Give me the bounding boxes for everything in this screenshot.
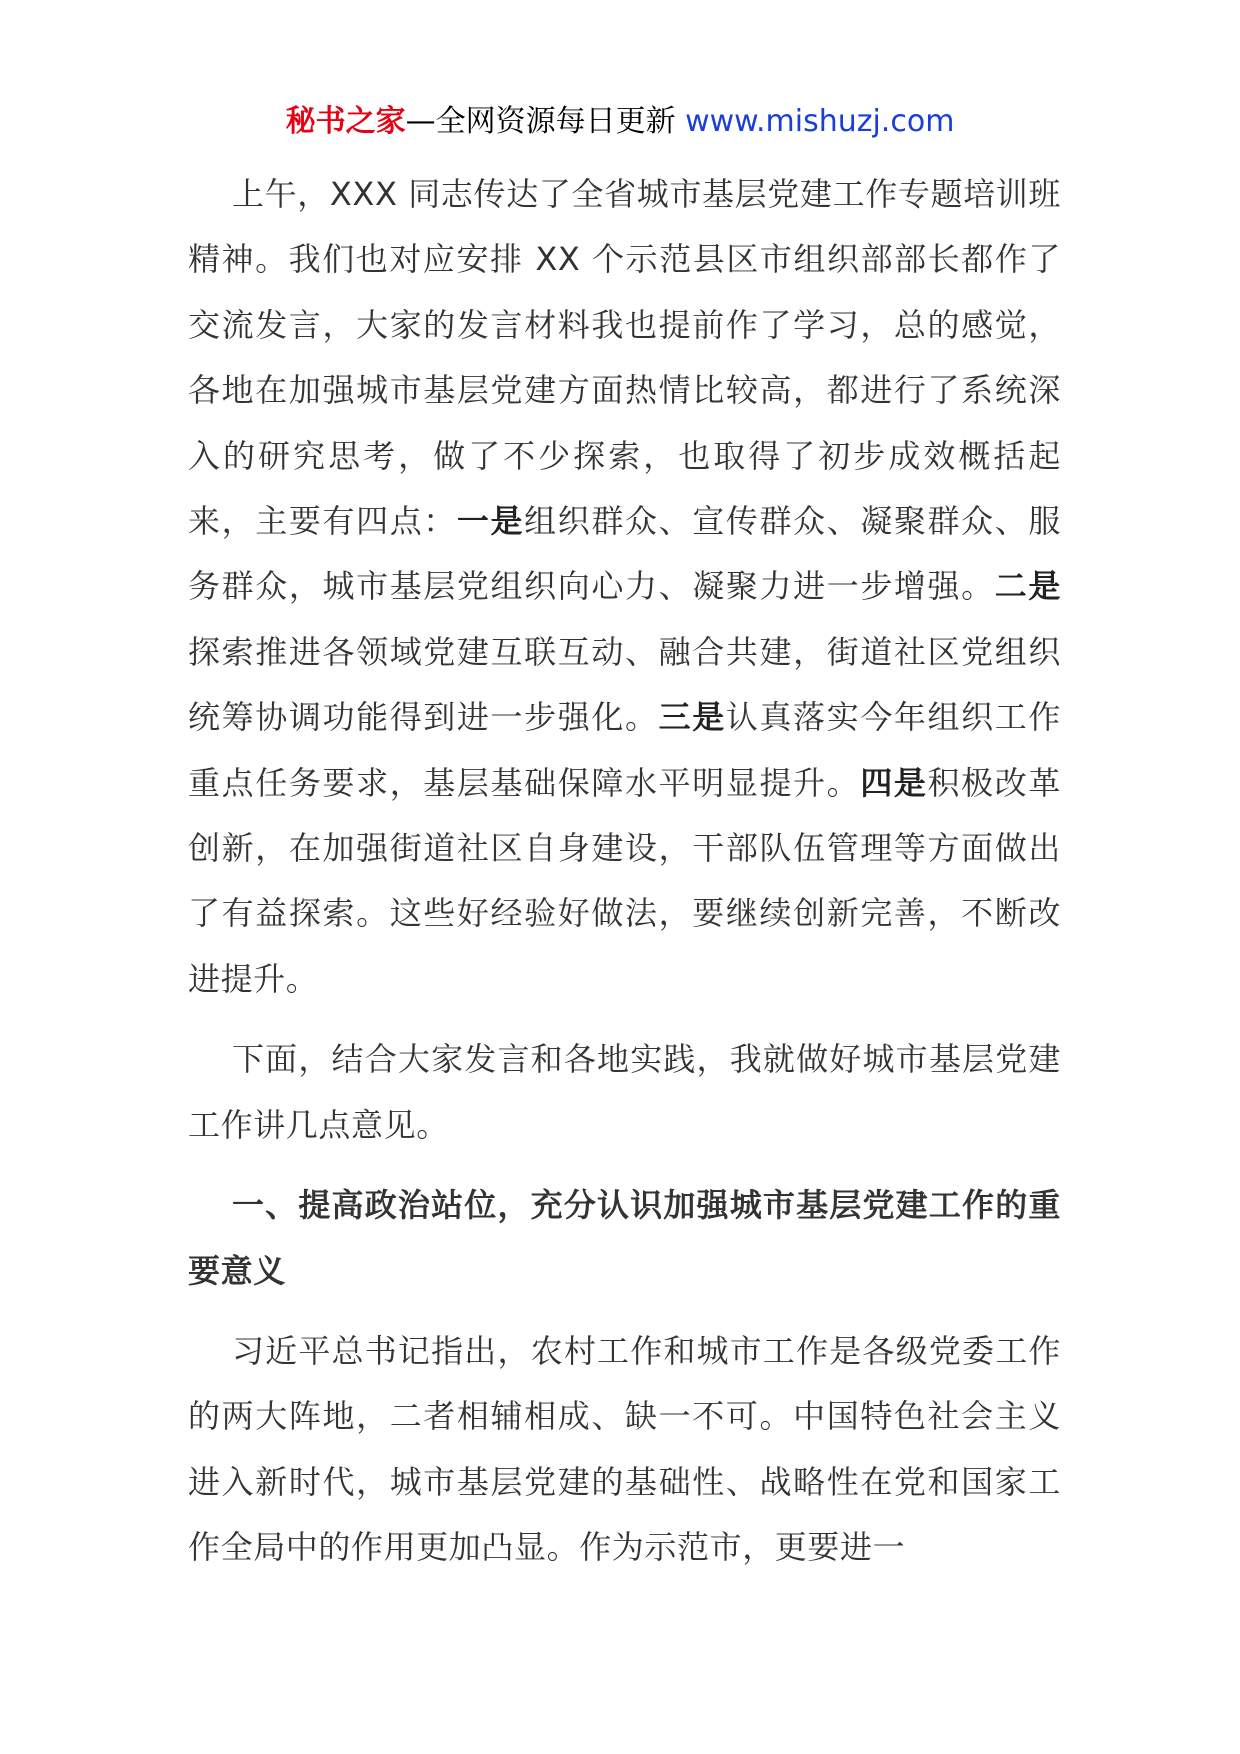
point-marker-4: 四是	[860, 763, 928, 802]
section-heading-1: 一、提高政治站位，充分认识加强城市基层党建工作的重要意义	[188, 1186, 1061, 1290]
paragraph-intro	[188, 162, 1061, 1012]
point-text-1: 组织群众、宣传群众、凝聚群众、服务群众，城市基层党组织向心力、凝聚力进一步增强。	[188, 502, 1061, 606]
point-marker-3: 三是	[658, 698, 726, 737]
point-marker-2: 二是	[994, 567, 1061, 606]
paragraph-transition: 下面，结合大家发言和各地实践，我就做好城市基层党建工作讲几点意见。	[188, 1040, 1061, 1144]
paragraph-section-1: 习近平总书记指出，农村工作和城市工作是各级党委工作的两大阵地，二者相辅相成、缺一不可。中国特色社会主义进入新时代，城市基层党建的基础性、战略性在党和国家工作全局中的作用更加凸显。作为示范市，更要进一	[188, 1331, 1061, 1567]
point-text-3: 认真落实今年组织工作重点任务要求，基层基础保障水平明显提升。	[188, 698, 1061, 802]
document-body	[188, 162, 1061, 1581]
intro-text: 上午，XXX 同志传达了全省城市基层党建工作专题培训班精神。我们也对应安排 XX 个示范县区市组织部部长都作了交流发言，大家的发言材料我也提前作了学习，总的感觉，各地在加强城市基层党建方面热情比较高，都进行了系统深入的研究思考，做了不少探索，也取得了初步成效概括起来，主要有四点：	[188, 175, 1061, 541]
website-link[interactable]: www.mishuzj.com	[675, 104, 955, 139]
watermark-header	[0, 102, 1240, 142]
point-text-2: 探索推进各领域党建互联互动、融合共建，街道社区党组织统筹协调功能得到进一步强化。	[188, 632, 1061, 737]
point-text-4: 积极改革创新，在加强街道社区自身建设，干部队伍管理等方面做出了有益探索。这些好经验好做法，要继续创新完善，不断改进提升。	[188, 763, 1061, 998]
point-marker-1: 一是	[456, 502, 525, 541]
brand-name: 秘书之家	[285, 104, 406, 139]
brand-slogan: —全网资源每日更新	[405, 104, 676, 139]
